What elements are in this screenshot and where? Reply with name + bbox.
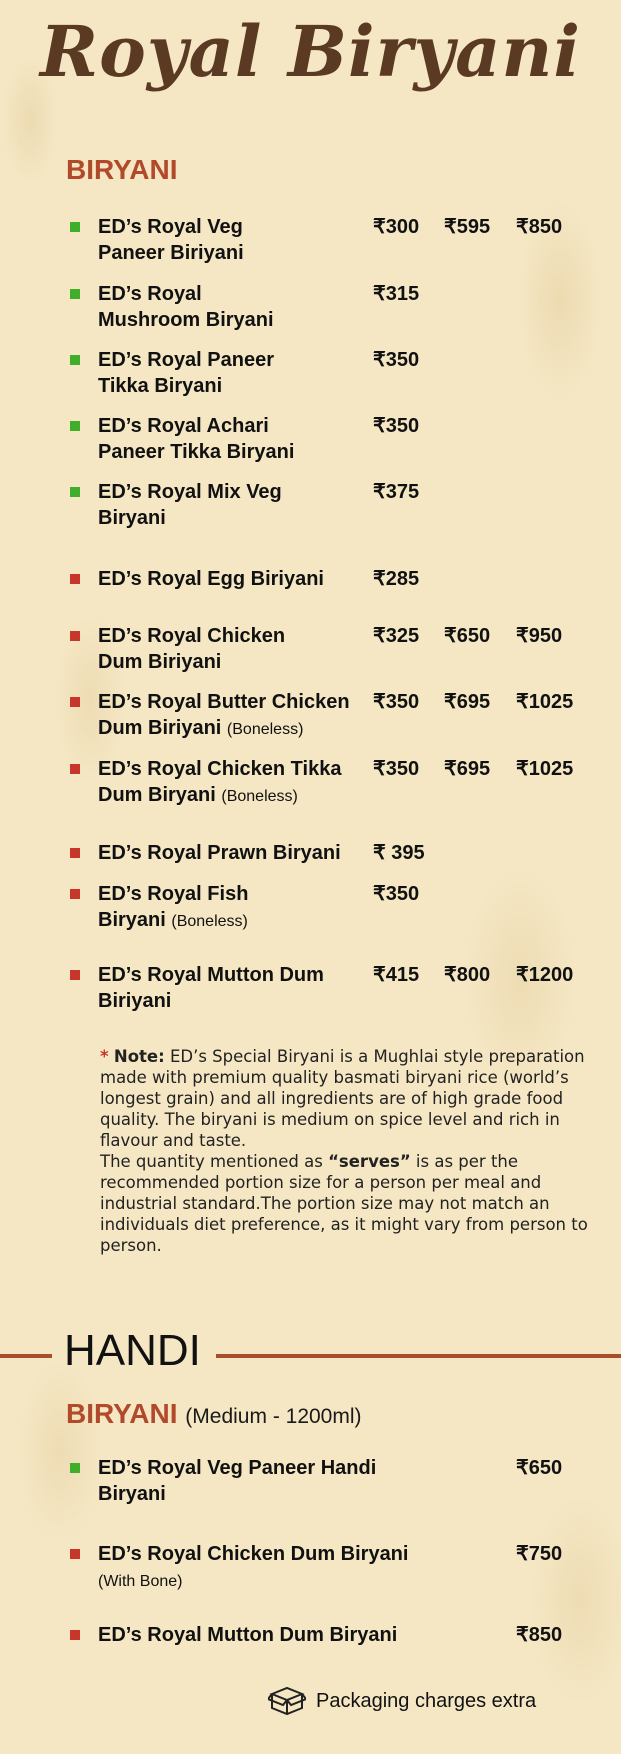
item-name-line2: Tikka Biryani	[98, 375, 223, 397]
menu-item-name	[98, 347, 274, 399]
note-serves: “serves”	[328, 1152, 411, 1171]
nonveg-indicator-icon	[70, 631, 80, 641]
item-price: ₹1025	[516, 758, 574, 780]
item-price: ₹285	[373, 568, 420, 590]
handi-divider-right	[216, 1354, 621, 1358]
menu-item-name	[98, 566, 324, 592]
item-price: ₹375	[373, 481, 420, 503]
veg-indicator-icon	[70, 355, 80, 365]
section-heading-handi-biryani	[66, 1398, 362, 1430]
item-price: ₹350	[373, 415, 420, 437]
packaging-note	[268, 1686, 536, 1716]
item-name-line1: ED’s Royal Chicken	[98, 625, 286, 647]
menu-item-name	[98, 281, 274, 333]
menu-item-name	[98, 479, 282, 531]
veg-indicator-icon	[70, 487, 80, 497]
item-price: ₹750	[516, 1543, 563, 1565]
item-name-line1: ED’s Royal Egg Biriyani	[98, 568, 324, 590]
handi-title: HANDI	[64, 1326, 201, 1375]
menu-item-name	[98, 962, 324, 1014]
item-name-line2: Biryani	[98, 1483, 166, 1505]
item-price: ₹350	[373, 758, 420, 780]
item-name-line1: ED’s Royal Butter Chicken	[98, 691, 350, 713]
item-name-line2: Paneer Tikka Biryani	[98, 441, 295, 463]
item-name-line2: Biriyani	[98, 990, 172, 1012]
page-title: Royal Biryani	[39, 10, 581, 93]
item-name-line1: ED’s Royal Chicken Dum Biryani	[98, 1543, 409, 1565]
nonveg-indicator-icon	[70, 889, 80, 899]
item-price: ₹350	[373, 883, 420, 905]
item-price: ₹ 395	[373, 842, 425, 864]
item-name-suffix: (Boneless)	[226, 721, 304, 738]
veg-indicator-icon	[70, 289, 80, 299]
item-name-line1: ED’s Royal Fish	[98, 883, 249, 905]
note-body: ED’s Special Biryani is a Mughlai style preparation made with premium quality basmati biryani rice (world’s longest grain) and all ingredients are of high grade food quality. The biryani is medium on spice level and rich in flavour and taste.	[100, 1047, 585, 1150]
item-name-suffix: (Boneless)	[171, 913, 248, 930]
item-name-line1: ED’s Royal Achari	[98, 415, 269, 437]
item-name-line1: ED’s Royal Chicken Tikka	[98, 758, 342, 780]
note-label: Note:	[113, 1047, 165, 1066]
item-price: ₹350	[373, 349, 420, 371]
menu-item-name	[98, 840, 341, 866]
menu-item-name	[98, 689, 350, 743]
item-name-line2: Dum Biryani	[98, 784, 216, 806]
item-price: ₹325	[373, 625, 420, 647]
item-name-line2: Dum Biriyani	[98, 651, 222, 673]
item-name-line2: Dum Biriyani	[98, 717, 222, 739]
menu-item-name	[98, 413, 294, 465]
veg-indicator-icon	[70, 1463, 80, 1473]
note-text	[100, 1046, 595, 1256]
item-name-suffix: (Boneless)	[221, 788, 298, 805]
item-price: ₹1025	[516, 691, 574, 713]
section-heading-biryani: BIRYANI	[66, 154, 178, 185]
item-price: ₹850	[516, 216, 563, 238]
note-serves-intro: The quantity mentioned as	[100, 1152, 329, 1171]
item-price: ₹315	[373, 283, 420, 305]
item-price: ₹595	[444, 216, 491, 238]
handi-divider-left	[0, 1354, 52, 1358]
note-serves-body: is as per the recommended portion size for a person per meal and industrial standard.The portion size may not match an individuals diet preference, as it might vary from person to person.	[100, 1152, 588, 1255]
item-price: ₹650	[516, 1457, 563, 1479]
item-name-line2: Mushroom Biryani	[98, 309, 274, 331]
veg-indicator-icon	[70, 222, 80, 232]
menu-item-name	[98, 1455, 376, 1507]
item-name-line1: ED’s Royal Veg Paneer Handi	[98, 1457, 377, 1479]
nonveg-indicator-icon	[70, 1549, 80, 1559]
nonveg-indicator-icon	[70, 574, 80, 584]
nonveg-indicator-icon	[70, 697, 80, 707]
item-name-line1: ED’s Royal Mutton Dum	[98, 964, 324, 986]
menu-item-name	[98, 756, 341, 810]
item-price: ₹350	[373, 691, 420, 713]
veg-indicator-icon	[70, 421, 80, 431]
nonveg-indicator-icon	[70, 848, 80, 858]
item-price: ₹850	[516, 1624, 563, 1646]
handi-heading: BIRYANI	[66, 1398, 178, 1429]
nonveg-indicator-icon	[70, 1630, 80, 1640]
handi-subheading: (Medium - 1200ml)	[185, 1405, 362, 1428]
item-name-line1: ED’s Royal Mix Veg	[98, 481, 282, 503]
item-price: ₹1200	[516, 964, 574, 986]
item-name-line2: (With Bone)	[98, 1573, 183, 1590]
item-name-line2: Biryani	[98, 507, 166, 529]
packaging-text: Packaging charges extra	[316, 1689, 537, 1712]
menu-item-name	[98, 214, 244, 266]
item-name-line1: ED’s Royal Paneer	[98, 349, 275, 371]
menu-item-name	[98, 1622, 397, 1648]
item-price: ₹300	[373, 216, 420, 238]
item-name-line1: ED’s Royal Prawn Biryani	[98, 842, 341, 864]
box-icon	[268, 1686, 306, 1716]
item-price: ₹950	[516, 625, 563, 647]
item-price: ₹650	[444, 625, 491, 647]
menu-item-name	[98, 1541, 408, 1595]
item-name-line2: Biryani	[98, 909, 166, 931]
item-name-line1: ED’s Royal Veg	[98, 216, 243, 238]
item-name-line2: Paneer Biriyani	[98, 242, 244, 264]
nonveg-indicator-icon	[70, 970, 80, 980]
item-price: ₹695	[444, 758, 491, 780]
nonveg-indicator-icon	[70, 764, 80, 774]
item-name-line1: ED’s Royal	[98, 283, 202, 305]
note-star-icon: *	[100, 1047, 109, 1066]
menu-item-name	[98, 623, 285, 675]
item-price: ₹800	[444, 964, 491, 986]
item-price: ₹415	[373, 964, 420, 986]
item-name-line1: ED’s Royal Mutton Dum Biryani	[98, 1624, 398, 1646]
item-price: ₹695	[444, 691, 491, 713]
menu-item-name	[98, 881, 248, 935]
